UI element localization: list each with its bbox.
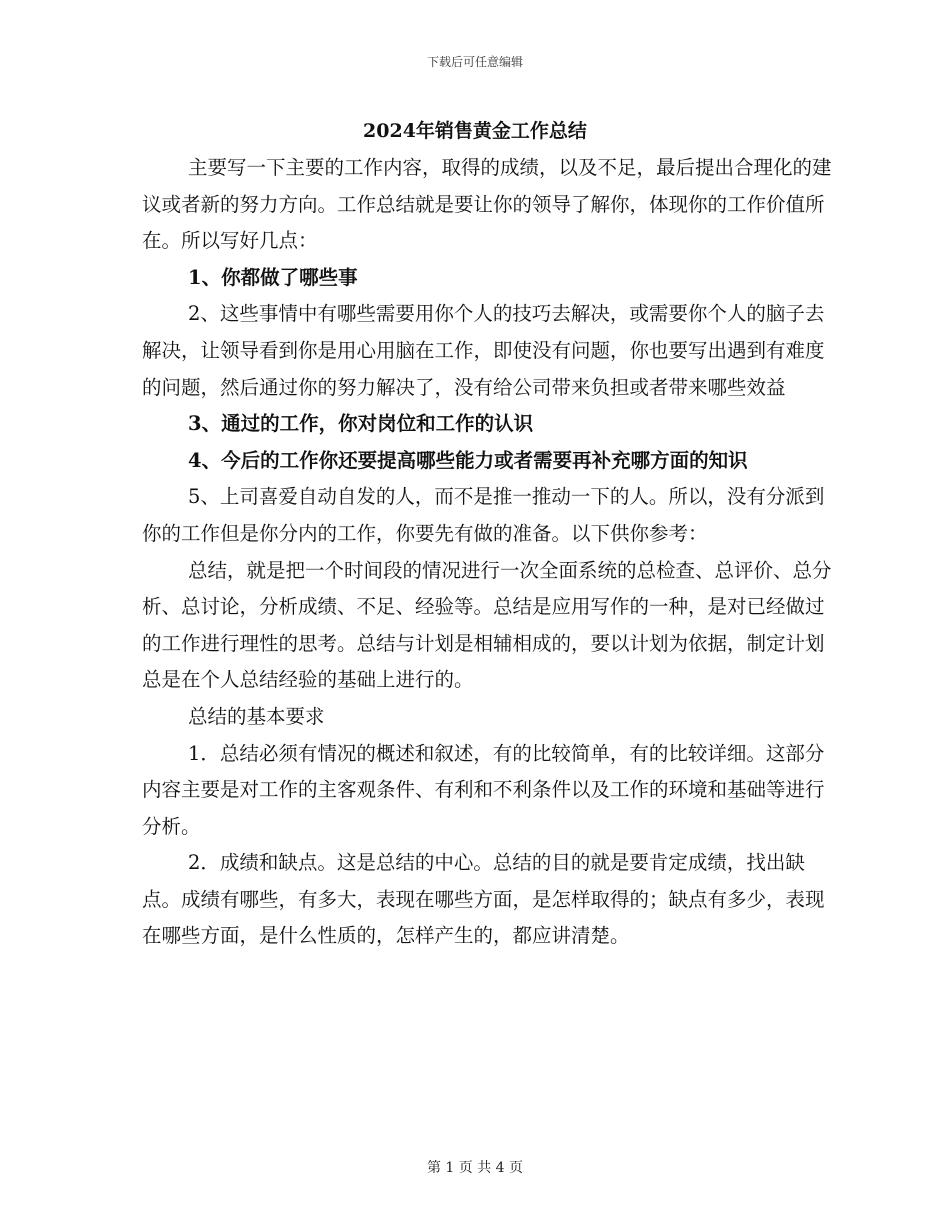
summary-definition-paragraph: 总结，就是把一个时间段的情况进行一次全面系统的总检查、总评价、总分析、总讨论，分析成绩、不足、经验等。总结是应用写作的一种，是对已经做过的工作进行理性的思考。总结与计划是相辅相成的，要以计划为依据，制定计划总是在个人总结经验的基础上进行的。	[142, 558, 832, 692]
paragraph-intro: 主要写一下主要的工作内容，取得的成绩，以及不足，最后提出合理化的建议或者新的努力方向。工作总结就是要让你的领导了解你，体现你的工作价值所在。所以写好几点：	[142, 156, 832, 253]
point-3-heading: 3、通过的工作，你对岗位和工作的认识	[188, 412, 534, 436]
basic-requirements-heading: 总结的基本要求	[188, 704, 325, 728]
document-body	[142, 150, 832, 955]
page-footer: 第 1 页 共 4 页	[426, 1160, 524, 1176]
requirement-1-paragraph: 1．总结必须有情况的概述和叙述，有的比较简单，有的比较详细。这部分内容主要是对工作的主客观条件、有利和不利条件以及工作的环境和基础等进行分析。	[142, 741, 825, 838]
document-title: 2024年销售黄金工作总结	[363, 120, 587, 142]
point-2-paragraph: 2、这些事情中有哪些需要用你个人的技巧去解决，或需要你个人的脑子去解决，让领导看到你是用心用脑在工作，即使没有问题，你也要写出遇到有难度的问题，然后通过你的努力解决了，没有给公司带来负担或者带来哪些效益	[142, 302, 825, 399]
point-5-paragraph: 5、上司喜爱自动自发的人，而不是推一推动一下的人。所以，没有分派到你的工作但是你分内的工作，你要先有做的准备。以下供你参考：	[142, 485, 825, 545]
point-4-heading: 4、今后的工作你还要提高哪些能力或者需要再补充哪方面的知识	[188, 448, 748, 472]
point-1-heading: 1、你都做了哪些事	[188, 265, 358, 289]
requirement-2-paragraph: 2．成绩和缺点。这是总结的中心。总结的目的就是要肯定成绩，找出缺点。成绩有哪些，有多大，表现在哪些方面，是怎样取得的；缺点有多少，表现在哪些方面，是什么性质的，怎样产生的，都应讲清楚。	[142, 851, 825, 948]
header-note: 下载后可任意编辑	[426, 55, 523, 69]
